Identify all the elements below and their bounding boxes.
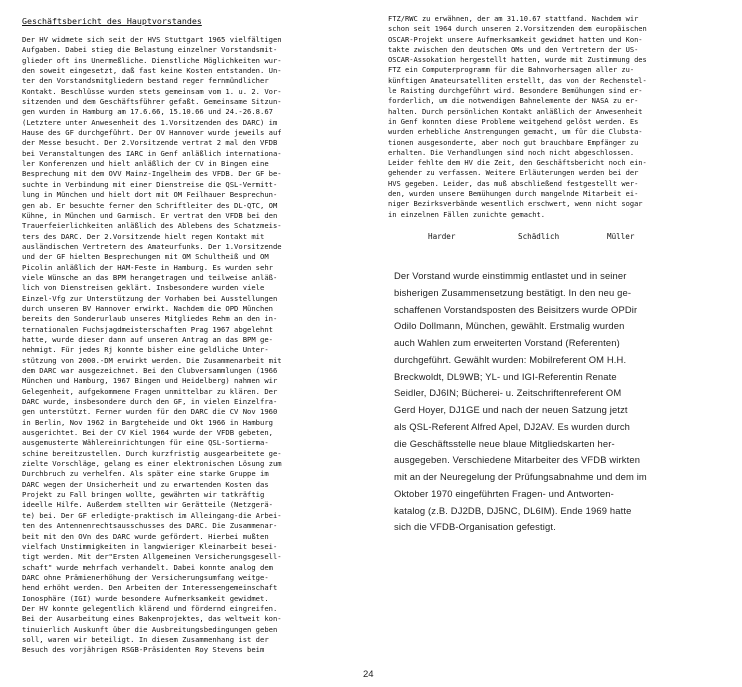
left-column-line: Hause des GF durchgeführt. Der OV Hannover wurde jeweils auf: [22, 128, 282, 138]
left-column-line: Ionosphäre (IGI) wurde besondere Aufmerksamkeit gewidmet.: [22, 593, 269, 603]
left-column: [22, 16, 377, 656]
left-column-line: ten des Antennenrechtsausschusses des DARC. Die Zusammenar-: [22, 521, 278, 531]
body-text-line: Breckwoldt, DL9WB; YL- und IGI-Referentin Renate: [394, 370, 617, 382]
right-column-line: halten. Durch persönlichen Kontakt anläßlich der Anwesenheit: [388, 106, 643, 116]
left-column-line: ideelle Hilfe. Außerdem stellten wir Gerätteile (Netzgerä-: [22, 500, 273, 510]
left-column-line: der Messe besucht. Der 2.Vorsitzende vertrat 2 mal den VFDB: [22, 138, 278, 148]
right-column-line: in einzelnen Fällen zunichte gemacht.: [388, 209, 545, 219]
left-column-line: ler Konferenzen und hielt anläßlich der CV in Bingen eine: [22, 159, 269, 169]
left-column-line: gen ab. Er besuchte ferner den Schriftleiter des DL-QTC, OM: [22, 200, 278, 210]
body-text-line: Der Vorstand wurde einstimmig entlastet und in seiner: [394, 270, 627, 281]
left-column-line: durch unseren BV Hannover erwirkt. Nachdem die OPD München: [22, 303, 273, 313]
board-election-paragraph: [394, 268, 732, 536]
left-column-line: Kühne, in München und Garmisch. Er vertrat den VFDB bei den: [22, 210, 278, 220]
body-text-line: durchgeführt. Gewählt wurden: Mobilreferent OM H.H.: [394, 353, 627, 365]
body-text-line: schaffenen Vorstandsposten des Beisitzers wurde OPDir: [394, 303, 638, 315]
left-column-line: schine bereitzustellen. Durch kurzfristig ausgearbeitete ge-: [22, 448, 282, 458]
right-column-line: HVS gegeben. Leider, das muß abschließend festgestellt wer-: [388, 178, 639, 188]
left-column-line: zielte Vorschläge, gelang es einer elektronischen Lösung zum: [22, 459, 282, 469]
left-column-line: DARC wurde, insbesondere durch den GF, in vielen Einzelfra-: [22, 397, 278, 407]
right-column-line: in Genf konnten diese Probleme weitgehend gelöst werden. Es: [388, 116, 639, 126]
left-column-line: te) bei. Der GF erledigte-praktisch im Alleingang-die Arbei-: [22, 510, 282, 520]
right-column-line: erhalten. Die Verhandlungen sind noch nicht abgeschlossen.: [388, 147, 635, 157]
signature-harder: Harder: [428, 231, 456, 241]
signatures: [388, 232, 733, 244]
left-column-line: ausländischen Vertretern des Amateurfunks. Der 1.Vorsitzende: [22, 241, 282, 251]
body-text-line: die Geschäftsstelle neue blaue Mitgliedskarten her-: [394, 437, 615, 449]
body-text-line: Odilo Dollmann, München, gewählt. Erstmalig wurden: [394, 320, 625, 332]
body-text-line: Oktober 1970 eingeführten Fragen- und Antworten-: [394, 487, 614, 499]
left-column-line: beit mit den OVn des DARC wurde gefördert. Hierbei mußten: [22, 531, 269, 541]
left-column-line: ausgerichtet. Bei der CV Kiel 1964 wurde der VFDB gebeten,: [22, 428, 273, 438]
left-column-line: Trauerfeierlichkeiten anläßlich des Ablebens des Schatzmeis-: [22, 221, 282, 231]
left-column-line: hatte, wurde dieser dann auf unseren Antrag an das BPM ge-: [22, 334, 273, 344]
signature-schaedlich: Schädlich: [518, 231, 560, 241]
left-column-line: München und Hamburg, 1967 Bingen und Heidelberg) nahmen wir: [22, 376, 278, 386]
body-text-line: Gerd Hoyer, DJ1GE und nach der neuen Satzung jetzt: [394, 404, 628, 415]
right-column-line: künftigen Amateursatelliten erstellt, das von der Rechenstel-: [388, 75, 647, 85]
left-column-line: Bei der Ausarbeitung eines Bakenprojektes, das weltweit kon-: [22, 614, 282, 624]
right-column-line: FTZ/RWC zu erwähnen, der am 31.10.67 stattfand. Nachdem wir: [388, 14, 639, 23]
left-column-line: lung in München und hielt dort mit OM Feilhauer Besprechun-: [22, 190, 278, 200]
left-column-line: ter den Vorstandsmitgliedern bestand reger fernmündlicher: [22, 76, 269, 86]
left-column-line: suchte in Verbindung mit einer Dienstreise die QSL-Vermitt-: [22, 179, 278, 189]
left-column-line: Besprechung mit dem OVV Mainz-Ingelheim des VFDB. Der GF be-: [22, 169, 282, 179]
left-column-line: (Letztere unter Anwesenheit des 1.Vorsitzenden des DARC) im: [22, 117, 278, 127]
body-text-line: als QSL-Referent Alfred Apel, DJ2AV. Es wurden durch: [394, 420, 631, 432]
left-column-line: sitzenden und dem Geschäftsführer gefaßt. Gemeinsame Sitzun-: [22, 97, 282, 107]
right-column-line: niger Bezirksverbände wesentlich erschwert, wenn nicht sogar: [388, 199, 643, 209]
left-column-line: bei Veranstaltungen des IARC in Genf anläßlich internationa-: [22, 148, 282, 158]
page-number: 24: [363, 669, 374, 680]
left-column-line: gen wurden in Hamburg am 17.6.66, 15.10.66 und 24.-26.8.67: [22, 107, 273, 117]
body-text-line: auch Wahlen zum erweiterten Vorstand (Referenten): [394, 337, 620, 348]
left-column-line: soll, waren wir beteiligt. In diesem Zusammenhang ist der: [22, 634, 269, 644]
body-text-line: mit an der Neuregelung der Prüfungsabnahme und dem im: [394, 471, 647, 482]
left-column-line: glieder oft ins Unermeßliche. Dienstliche Möglichkeiten wur-: [22, 55, 282, 65]
left-column-line: schaft" wurde mehrfach verhandelt. Dabei konnte analog dem: [22, 562, 273, 572]
left-column-line: DARC ohne Prämienerhöhung der Versicherungsumfang weitge-: [22, 572, 269, 582]
left-column-line: ters des DARC. Der 2.Vorsitzende hielt regen Kontakt mit: [22, 231, 265, 241]
left-column-line: Der HV widmete sich seit der HVS Stuttgart 1965 vielfältigen: [22, 35, 282, 44]
body-text-line: Seidler, DJ6IN; Bücherei- u. Zeitschriftenreferent OM: [394, 387, 622, 399]
left-column-line: Projekt zu Fall bringen wollte, gewährten wir tatkräftig: [22, 490, 265, 500]
body-text-line: katalog (z.B. DJ2DB, DJ5NC, DL6IM). Ende 1969 hatte: [394, 504, 632, 516]
left-column-line: Der HV konnte gelegentlich klärend und fördernd eingreifen.: [22, 603, 278, 613]
left-column-text: [22, 35, 377, 656]
left-column-line: Einzel-Vfg zur Unterstützung der Vorhaben bei Ausstellungen: [22, 293, 278, 303]
right-column-line: le Raisting durchgeführt wird. Besondere Bemühungen sind er-: [388, 86, 643, 96]
left-column-line: ternationalen Fuchsjagdmeisterschaften Prag 1967 abgelehnt: [22, 324, 273, 334]
right-column-line: OSCAR-Assokation hergestellt hatten, wurde mit Zustimmung des: [388, 55, 647, 65]
right-column-line: Leider fehlte dem HV die Zeit, den Geschäftsbericht noch ein-: [388, 158, 647, 168]
report-heading: Geschäftsbericht des Hauptvorstandes: [22, 16, 202, 26]
right-column-line: tionen ausgesonderte, aber noch gut brauchbare Empfänger zu: [388, 137, 639, 147]
left-column-line: in Berlin, Nov 1962 in Bargteheide und Okt 1966 in Hamburg: [22, 417, 273, 427]
body-text-line: bisherigen Zusammensetzung bestätigt. In den neu ge-: [394, 286, 632, 298]
left-column-line: und der GF hielten Besprechungen mit OM Schultheiß und OM: [22, 252, 269, 262]
body-text-line: sich die VFDB-Organisation gefestigt.: [394, 521, 556, 533]
left-column-line: hend erhöht werden. Den Arbeiten der Interessengemeinschaft: [22, 583, 278, 593]
left-column-line: Aufgaben. Dabei stieg die Belastung einzelner Vorstandsmit-: [22, 45, 278, 55]
left-column-line: den soweit eingesetzt, daß fast keine Kosten entstanden. Un-: [22, 66, 282, 76]
left-column-line: gen unterstützt. Ferner wurden für den DARC die CV Nov 1960: [22, 407, 278, 417]
left-column-line: ausgemusterte Wählereinrichtungen für eine QSL-Sortierma-: [22, 438, 269, 448]
left-column-line: viele Wünsche an das BPM herangetragen und teilweise anläß-: [22, 272, 278, 282]
left-column-line: tinuierlich Auskunft über die Ausbreitungsbedingungen geben: [22, 624, 278, 634]
left-column-line: vielfach Unstimmigkeiten in langwieriger Kleinarbeit besei-: [22, 541, 278, 551]
left-column-line: DARC wegen der Unsicherheit und zu erwartenden Kosten das: [22, 479, 269, 489]
right-column-line: takte zwischen den deutschen OMs und den Vertretern der US-: [388, 44, 639, 54]
body-text-line: ausgegeben. Verschiedene Mitarbeiter des VFDB wirkten: [394, 454, 641, 466]
signature-mueller: Müller: [607, 231, 635, 241]
left-column-line: tigt werden. Mit der"Ersten Allgemeinen Versicherungsgesell-: [22, 552, 282, 562]
left-column-line: stützung von 2000.-DM erwirkt werden. Die Zusammenarbeit mit: [22, 355, 282, 365]
right-column: [388, 14, 733, 244]
left-column-line: Picolin anläßlich der HAM-Feste in Hamburg. Es wurden sehr: [22, 262, 273, 272]
left-column-line: Kontakt. Beschlüsse wurden stets gemeinsam vom 1. u. 2. Vor-: [22, 86, 282, 96]
right-column-line: schon seit 1964 durch unseren 2.Vorsitzenden dem europäischen: [388, 24, 647, 34]
right-column-line: wurden erhebliche Anstrengungen gemacht, um für die Clubsta-: [388, 127, 643, 137]
right-column-text: [388, 14, 733, 220]
right-column-line: OSCAR-Projekt unsere Aufmerksamkeit gewidmet hatten und Kon-: [388, 34, 643, 44]
right-column-line: forderlich, um die notwendigen Bahnelemente der NASA zu er-: [388, 96, 639, 106]
left-column-line: Gelegenheit, aufgekommene Fragen unmittelbar zu klären. Der: [22, 386, 278, 396]
left-column-line: bereits den Sonderurlaub unseres Mitgliedes Rehm an den in-: [22, 314, 278, 324]
left-column-line: lich von Dienstreisen geklärt. Insbesondere wurden viele: [22, 283, 265, 293]
right-column-line: gehender zu verfassen. Weitere Erläuterungen werden bei der: [388, 168, 639, 178]
right-column-line: den, wurden unsere Bemühungen durch mangelnde Mitarbeit ei-: [388, 189, 639, 199]
left-column-line: dem DARC war ausgezeichnet. Bei den Clubversammlungen (1966: [22, 366, 278, 375]
right-column-line: FTZ ein Computerprogramm für die Bahnvorhersagen aller zu-: [388, 65, 635, 75]
left-column-line: nehmigt. Für jedes Rj konnte bisher eine geldliche Unter-: [22, 345, 269, 355]
left-column-line: Durchbruch zu verhelfen. Als später eine starke Gruppe im: [22, 469, 269, 479]
left-column-line: Besuch des vorjährigen RSGB-Präsidenten Roy Stevens beim: [22, 645, 265, 655]
